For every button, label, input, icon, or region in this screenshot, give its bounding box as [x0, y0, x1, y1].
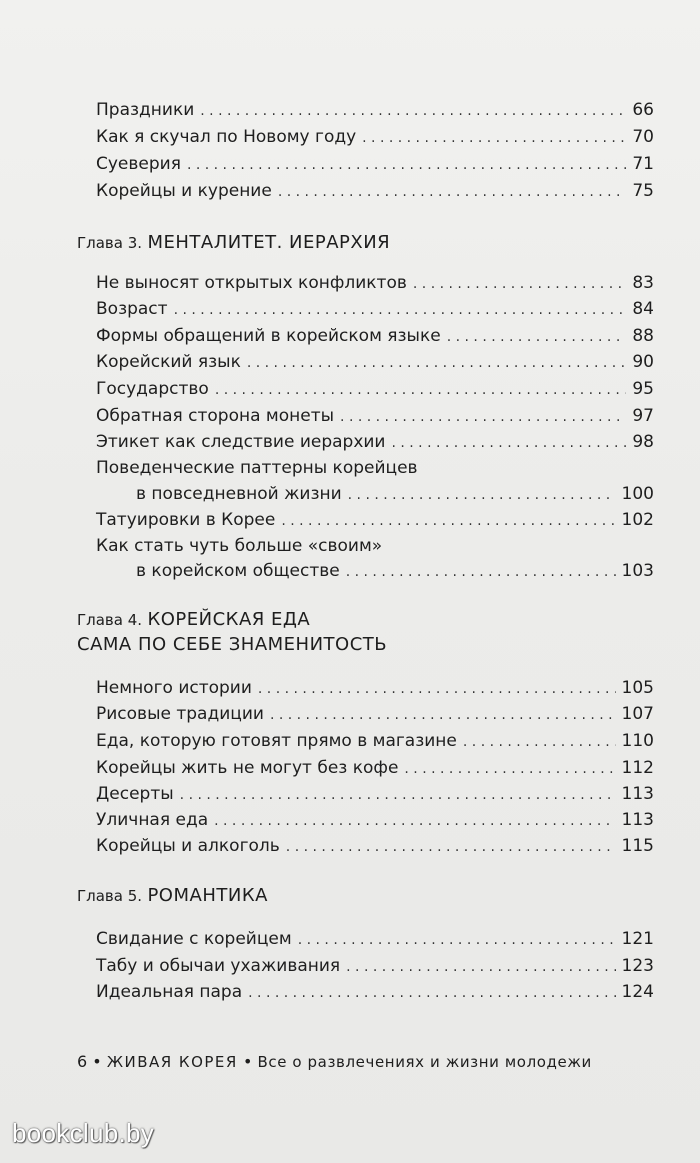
toc-entry: [96, 677, 654, 700]
toc-entry-page: 115: [621, 836, 654, 856]
toc-entry-page: 123: [621, 956, 654, 976]
toc-entry: [96, 378, 654, 401]
toc-entry-page: 98: [632, 432, 654, 452]
toc-entry-title: Праздники: [96, 100, 195, 120]
toc-entry: [96, 325, 654, 348]
toc-entry: [96, 298, 654, 321]
toc-entry-page: 113: [621, 784, 654, 804]
toc-entry: [96, 757, 654, 780]
footer-page-number: 6: [77, 1052, 88, 1071]
dot-leader: [247, 352, 627, 374]
toc-entry-page: 75: [632, 181, 654, 201]
toc-entry-title: Татуировки в Корее: [96, 510, 276, 530]
chapter-heading: [77, 609, 310, 631]
toc-entry-title: Возраст: [96, 299, 168, 319]
dot-leader: [413, 273, 626, 295]
dot-leader: [200, 100, 626, 122]
toc-entry-page: 66: [632, 100, 654, 120]
toc-entry-title: Корейский язык: [96, 352, 241, 372]
chapter-title: КОРЕЙСКАЯ ЕДА: [147, 609, 311, 630]
toc-entry-title: Еда, которую готовят прямо в магазине: [96, 731, 457, 751]
toc-entry-title: Свидание с корейцем: [96, 929, 292, 949]
toc-entry: [96, 809, 654, 832]
toc-entry: [96, 981, 654, 1004]
toc-entry-title-line2: в корейском обществе: [136, 561, 340, 581]
chapter-label: Глава 3.: [77, 234, 143, 252]
toc-entry-title-line1: Поведенческие паттерны корейцев: [96, 458, 418, 478]
toc-entry-title: Уличная еда: [96, 810, 209, 830]
toc-entry-page: 102: [621, 510, 654, 530]
toc-entry: [96, 272, 654, 295]
dot-leader: [463, 731, 616, 753]
chapter-heading: [77, 885, 268, 907]
chapter-heading: [77, 232, 390, 254]
watermark: bookclub.by: [12, 1118, 155, 1148]
toc-entry-title: Корейцы жить не могут без кофе: [96, 758, 399, 778]
dot-leader: [214, 810, 615, 832]
dot-leader: [215, 379, 627, 401]
dot-leader: [174, 299, 627, 321]
toc-entry-title: Государство: [96, 379, 209, 399]
toc-entry: [96, 180, 654, 203]
dot-leader: [404, 758, 615, 780]
dot-leader: [180, 784, 616, 806]
toc-entry: [96, 405, 654, 428]
toc-entry-page: 71: [632, 154, 654, 174]
toc-entry-page: 90: [632, 352, 654, 372]
dot-leader: [258, 678, 616, 700]
toc-entry-title: Идеальная пара: [96, 982, 243, 1002]
toc-entry-title: Корейцы и алкоголь: [96, 836, 280, 856]
toc-entry: [96, 351, 654, 374]
dot-leader: [340, 406, 626, 428]
footer-subtitle: Все о развлечениях и жизни молодежи: [257, 1053, 592, 1071]
footer-series-title: ЖИВАЯ КОРЕЯ: [106, 1053, 238, 1071]
page-footer: [77, 1052, 592, 1071]
dot-leader: [298, 929, 616, 951]
dot-leader: [248, 982, 615, 1004]
chapter-title-line2: САМА ПО СЕБЕ ЗНАМЕНИТОСТЬ: [77, 634, 388, 655]
toc-entry: [136, 483, 654, 506]
toc-entry-page: 110: [621, 731, 654, 751]
toc-entry-page: 100: [621, 484, 654, 504]
toc-entry-title: Обратная сторона монеты: [96, 406, 335, 426]
toc-entry: [96, 153, 654, 176]
toc-entry: [96, 431, 654, 454]
toc-entry-page: 70: [632, 127, 654, 147]
toc-entry: [96, 730, 654, 753]
toc-entry-page: 83: [632, 273, 654, 293]
footer-bullet: •: [92, 1052, 102, 1071]
toc-entry: [96, 835, 654, 858]
dot-leader: [187, 154, 626, 176]
footer-bullet: •: [242, 1052, 253, 1071]
dot-leader: [281, 510, 615, 532]
toc-entry: [96, 126, 654, 149]
toc-entry-page: 121: [621, 929, 654, 949]
toc-entry-page: 105: [621, 678, 654, 698]
toc-entry-title: Рисовые традиции: [96, 704, 264, 724]
chapter-title: РОМАНТИКА: [147, 885, 268, 906]
toc-entry-title: Немного истории: [96, 678, 252, 698]
toc-entry: [96, 99, 654, 122]
toc-entry-title: Корейцы и курение: [96, 181, 272, 201]
dot-leader: [447, 326, 627, 348]
dot-leader: [270, 704, 616, 726]
toc-entry-title: Не выносят открытых конфликтов: [96, 273, 407, 293]
dot-leader: [346, 561, 616, 583]
toc-entry-title: Десерты: [96, 784, 174, 804]
toc-entry-title-line2: в повседневной жизни: [136, 484, 342, 504]
toc-entry-page: 107: [621, 704, 654, 724]
toc-entry-page: 124: [621, 982, 654, 1002]
chapter-label: Глава 4.: [77, 611, 143, 629]
dot-leader: [278, 181, 627, 203]
toc-entry-page: 95: [632, 379, 654, 399]
toc-entry: [96, 955, 654, 978]
toc-entry-title: Этикет как следствие иерархии: [96, 432, 386, 452]
toc-entry-page: 97: [632, 406, 654, 426]
toc-entry-title: Как я скучал по Новому году: [96, 127, 357, 147]
toc-entry-title-line1: Как стать чуть больше «своим»: [96, 536, 383, 556]
chapter-heading-line2: [77, 634, 387, 656]
chapter-title: МЕНТАЛИТЕТ. ИЕРАРХИЯ: [147, 232, 391, 253]
dot-leader: [346, 956, 615, 978]
toc-entry-page: 88: [632, 326, 654, 346]
toc-entry-title: Табу и обычаи ухаживания: [96, 956, 341, 976]
dot-leader: [362, 127, 626, 149]
dot-leader: [391, 432, 626, 454]
toc-entry: [96, 703, 654, 726]
toc-entry: [96, 783, 654, 806]
chapter-label: Глава 5.: [77, 887, 143, 905]
toc-entry-page: 113: [621, 810, 654, 830]
toc-entry: [96, 928, 654, 951]
dot-leader: [348, 484, 616, 506]
toc-entry: [96, 509, 654, 532]
toc-entry-title: Формы обращений в корейском языке: [96, 326, 441, 346]
toc-entry-page: 112: [621, 758, 654, 778]
toc-entry: [136, 560, 654, 583]
toc-entry-title: Суеверия: [96, 154, 181, 174]
toc-entry-page: 84: [632, 299, 654, 319]
toc-entry-page: 103: [621, 561, 654, 581]
dot-leader: [286, 836, 616, 858]
